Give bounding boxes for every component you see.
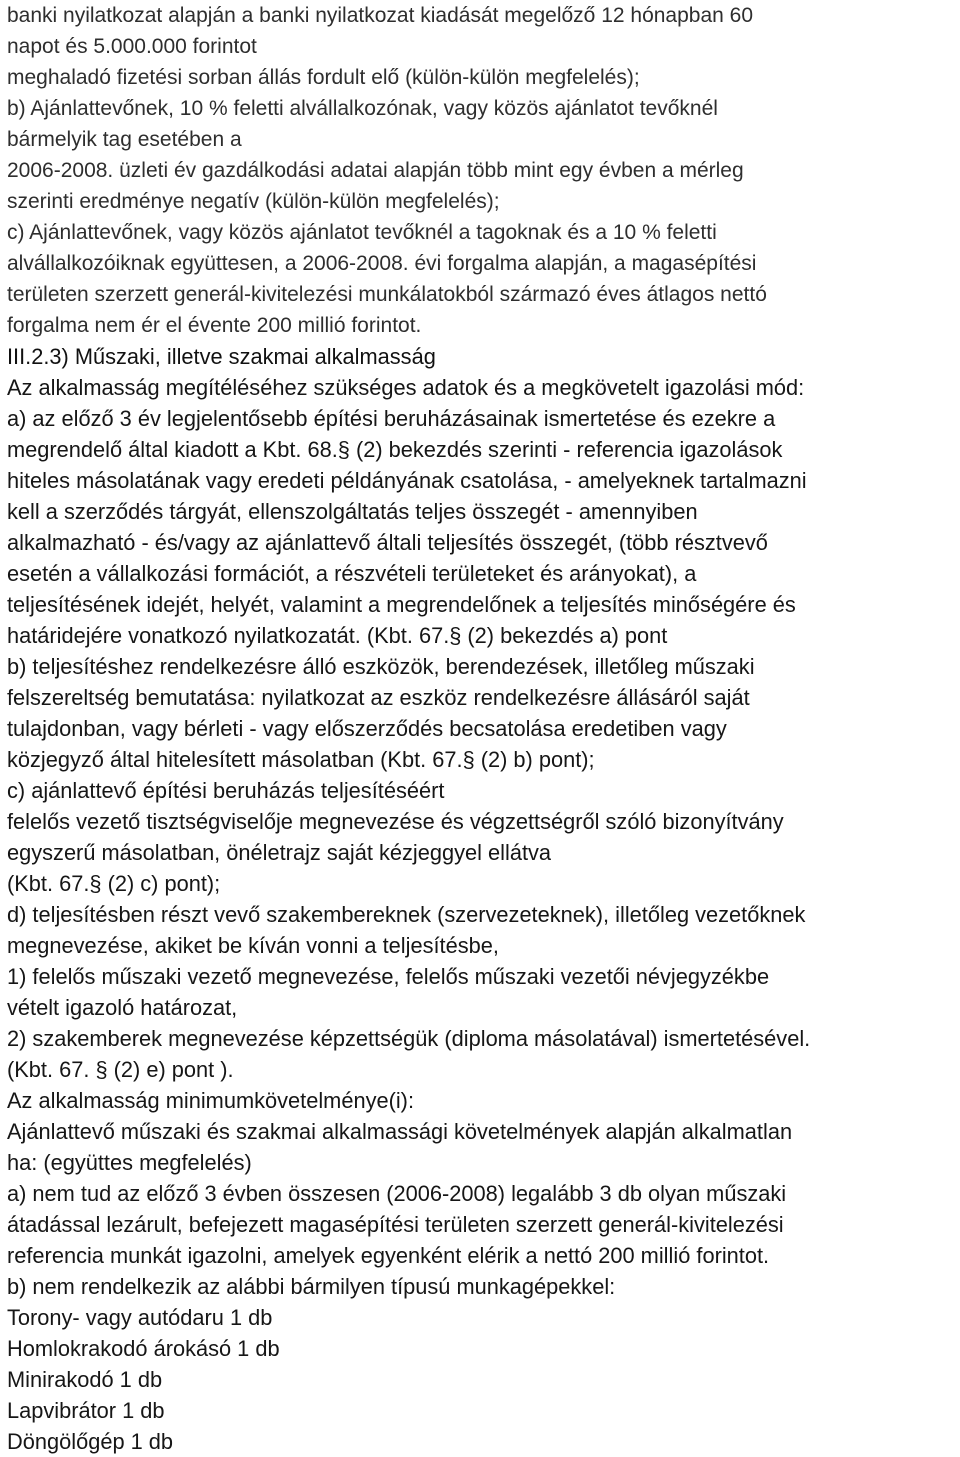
text-line: Az alkalmasság minimumkövetelménye(i): [7,1088,414,1113]
text-line: b) teljesítéshez rendelkezésre álló eszközök, berendezések, illetőleg műszaki [7,654,755,679]
text-line: egyszerű másolatban, önéletrajz saját kézjeggyel ellátva [7,840,552,865]
list-item: Homlokrakodó árokásó 1 db [7,1336,280,1361]
text-line: területen szerzett generál-kivitelezési munkálatokból származó éves átlagos nettó [7,283,767,306]
text-line: d) teljesítésben részt vevő szakembereknek (szervezeteknek), illetőleg vezetőknek [7,902,806,927]
text-line: banki nyilatkozat alapján a banki nyilatkozat kiadását megelőző 12 hónapban 60 [7,4,754,27]
list-item: Lapvibrátor 1 db [7,1398,165,1423]
list-item: Döngölőgép 1 db [7,1429,174,1454]
text-line: 1) felelős műszaki vezető megnevezése, felelős műszaki vezetői névjegyzékbe [7,964,770,989]
text-line: ha: (együttes megfelelés) [7,1150,252,1175]
text-line: 2006-2008. üzleti év gazdálkodási adatai alapján több mint egy évben a mérleg [7,159,744,182]
text-line: b) Ajánlattevőnek, 10 % feletti alvállalkozónak, vagy közös ajánlatot tevőknél [7,97,718,120]
text-line: teljesítésének idejét, helyét, valamint a megrendelőnek a teljesítés minőségére és [7,592,796,617]
text-line: (Kbt. 67. § (2) e) pont ). [7,1057,234,1082]
text-line: a) az előző 3 év legjelentősebb építési beruházásainak ismertetése és ezekre a [7,406,776,431]
list-item: Torony- vagy autódaru 1 db [7,1305,273,1330]
text-line: megrendelő által kiadott a Kbt. 68.§ (2) bekezdés szerinti - referencia igazolások [7,437,783,462]
text-line: 2) szakemberek megnevezése képzettségük (diploma másolatával) ismertetésével. [7,1026,811,1051]
text-line: felszereltség bemutatása: nyilatkozat az eszköz rendelkezésre állásáról saját [7,685,750,710]
text-line: határidejére vonatkozó nyilatkozatát. (Kbt. 67.§ (2) bekezdés a) pont [7,623,668,648]
text-line: hiteles másolatának vagy eredeti példányának csatolása, - amelyeknek tartalmazni [7,468,807,493]
text-line: tulajdonban, vagy bérleti - vagy előszerződés becsatolása eredetiben vagy [7,716,727,741]
text-line: bármelyik tag esetében a [7,128,242,151]
document-body [7,0,957,1457]
text-line: Ajánlattevő műszaki és szakmai alkalmassági követelmények alapján alkalmatlan [7,1119,793,1144]
text-line: meghaladó fizetési sorban állás fordult elő (külön-külön megfelelés); [7,66,640,89]
text-line: c) Ajánlattevőnek, vagy közös ajánlatot tevőknél a tagoknak és a 10 % feletti [7,221,717,244]
section-heading: III.2.3) Műszaki, illetve szakmai alkalmasság [7,344,436,369]
text-line: közjegyző által hitelesített másolatban (Kbt. 67.§ (2) b) pont); [7,747,595,772]
text-line: esetén a vállalkozási formációt, a részvételi területeket és arányokat), a [7,561,697,586]
text-line: c) ajánlattevő építési beruházás teljesítéséért [7,778,445,803]
text-line: a) nem tud az előző 3 évben összesen (2006-2008) legalább 3 db olyan műszaki [7,1181,787,1206]
text-line: referencia munkát igazolni, amelyek egyenként elérik a nettó 200 millió forintot. [7,1243,770,1268]
text-line: felelős vezető tisztségviselője megnevezése és végzettségről szóló bizonyítvány [7,809,784,834]
text-line: napot és 5.000.000 forintot [7,35,257,58]
text-line: (Kbt. 67.§ (2) c) pont); [7,871,221,896]
text-line: kell a szerződés tárgyát, ellenszolgáltatás teljes összegét - amennyiben [7,499,698,524]
text-line: alvállalkozóiknak együttesen, a 2006-2008. évi forgalma alapján, a magasépítési [7,252,757,275]
text-line: átadással lezárult, befejezett magasépítési területen szerzett generál-kivitelezési [7,1212,784,1237]
text-line: forgalma nem ér el évente 200 millió forintot. [7,314,422,337]
text-line: alkalmazható - és/vagy az ajánlattevő általi teljesítés összegét, (több résztvevő [7,530,768,555]
list-item: Minirakodó 1 db [7,1367,163,1392]
text-line: vételt igazoló határozat, [7,995,238,1020]
text-line: Az alkalmasság megítéléséhez szükséges adatok és a megkövetelt igazolási mód: [7,375,805,400]
text-line: megnevezése, akiket be kíván vonni a teljesítésbe, [7,933,499,958]
text-line: szerinti eredménye negatív (külön-külön megfelelés); [7,190,500,213]
text-line: b) nem rendelkezik az alábbi bármilyen típusú munkagépekkel: [7,1274,616,1299]
